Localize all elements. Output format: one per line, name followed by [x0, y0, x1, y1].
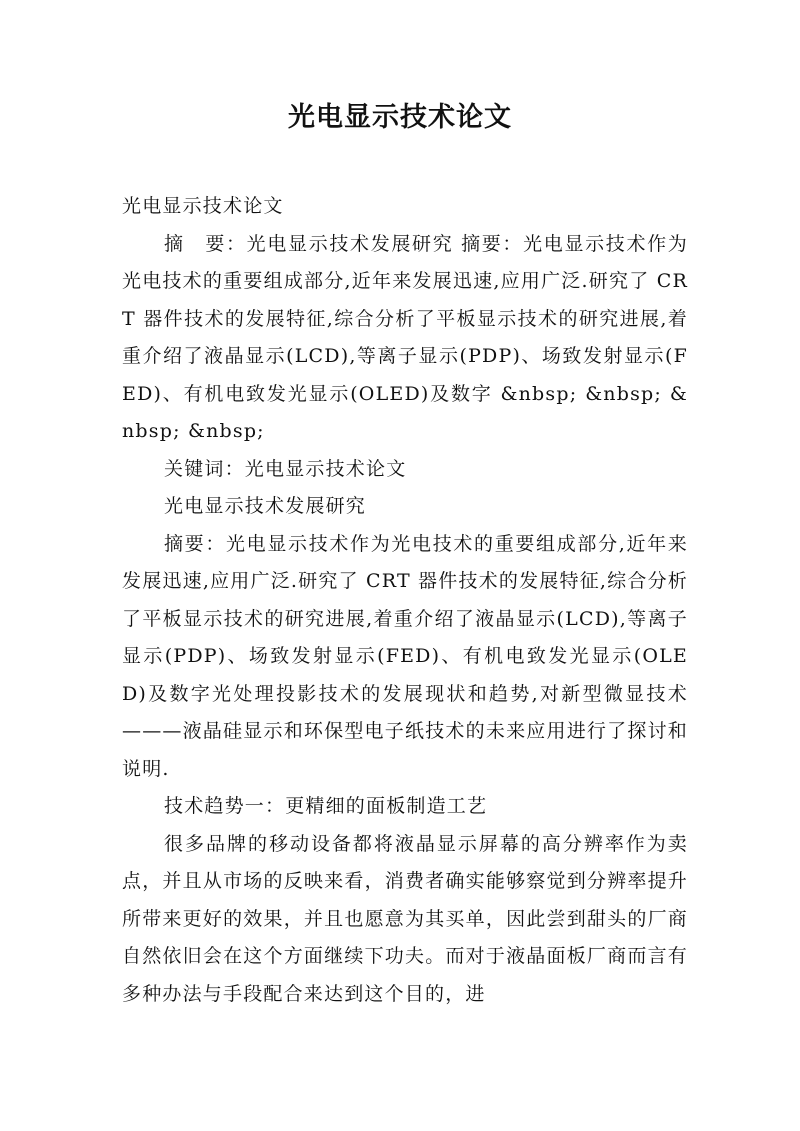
paragraph-trend-body: 很多品牌的移动设备都将液晶显示屏幕的高分辨率作为卖点，并且从市场的反映来看，消费者确实能够察觉到分辨率提升所带来更好的效果，并且也愿意为其买单，因此尝到甜头的厂商自然依旧会在这个方面继续下功夫。而对于液晶面板厂商而言有多种办法与手段配合来达到这个目的，进 [122, 832, 688, 1005]
paragraph-subtitle: 光电显示技术发展研究 [164, 495, 367, 517]
paragraph-keywords: 关键词：光电显示技术论文 [164, 457, 407, 480]
document-body [122, 188, 688, 1013]
paragraph-abstract-short: 摘 要：光电显示技术发展研究 摘要：光电显示技术作为光电技术的重要组成部分,近年来发展迅速,应用广泛.研究了 CRT 器件技术的发展特征,综合分析了平板显示技术的研究进展,着重介绍了液晶显示(LCD),等离子显示(PDP)、场致发射显示(FED)、有机电致发光显示(OLED)及数字 &nbsp; &nbsp; &nbsp; &nbsp; [122, 232, 688, 442]
paragraph-trend-heading: 技术趋势一：更精细的面板制造工艺 [164, 795, 488, 817]
document-title: 光电显示技术论文 [288, 102, 512, 133]
paragraph-abstract-full: 摘要：光电显示技术作为光电技术的重要组成部分,近年来发展迅速,应用广泛.研究了 CRT 器件技术的发展特征,综合分析了平板显示技术的研究进展,着重介绍了液晶显示(LCD),等离子显示(PDP)、场致发射显示(FED)、有机电致发光显示(OLED)及数字光处理投影技术的发展现状和趋势,对新型微显技术———液晶硅显示和环保型电子纸技术的未来应用进行了探讨和说明. [122, 532, 688, 780]
paragraph-heading: 光电显示技术论文 [122, 195, 284, 217]
